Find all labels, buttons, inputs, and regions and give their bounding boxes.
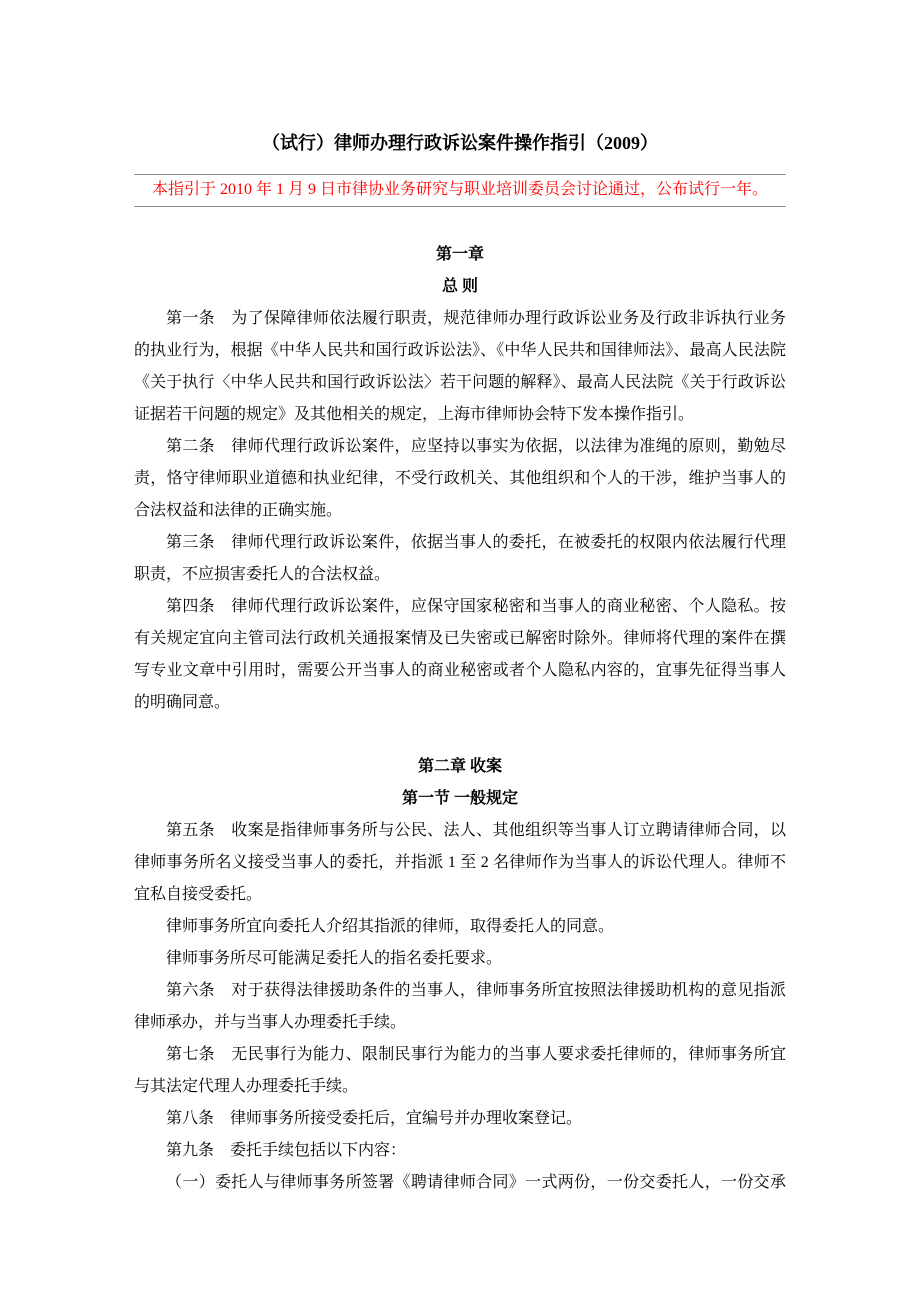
body-paragraph: 第三条 律师代理行政诉讼案件，依据当事人的委托，在被委托的权限内依法履行代理职责，不应损害委托人的合法权益。	[134, 534, 786, 583]
chapter-1-subheading: 总 则	[441, 278, 478, 295]
body-paragraph: 第一条 为了保障律师依法履行职责，规范律师办理行政诉讼业务及行政非诉执行业务的执业行为，根据《中华人民共和国行政诉讼法》、《中华人民共和国律师法》、最高人民法院《关于执行〈中华人民共和国行政诉讼法〉若干问题的解释》、最高人民法院《关于行政诉讼证据若干问题的规定》及其他相关的规定，上海市律师协会特下发本操作指引。	[134, 310, 786, 423]
document-page	[134, 0, 786, 1199]
body-paragraph: 第四条 律师代理行政诉讼案件，应保守国家秘密和当事人的商业秘密、个人隐私。按有关规定宜向主管司法行政机关通报案情及已失密或已解密时除外。律师将代理的案件在撰写专业文章中引用时，需要公开当事人的商业秘密或者个人隐私内容的，宜事先征得当事人的明确同意。	[134, 598, 786, 711]
body-paragraph: 第八条 律师事务所接受委托后，宜编号并办理收案登记。	[166, 1110, 583, 1127]
body-paragraph: 第二条 律师代理行政诉讼案件，应坚持以事实为依据，以法律为准绳的原则，勤勉尽责，恪守律师职业道德和执业纪律，不受行政机关、其他组织和个人的干涉，维护当事人的合法权益和法律的正确实施。	[134, 438, 786, 519]
chapter-1-heading: 第一章	[435, 246, 484, 263]
body-paragraph: （一）委托人与律师事务所签署《聘请律师合同》一式两份，一份交委托人，一份交承	[166, 1174, 786, 1191]
body-paragraph: 第九条 委托手续包括以下内容：	[166, 1142, 407, 1159]
chapter-2-section-1-heading: 第一节 一般规定	[401, 790, 518, 807]
body-paragraph: 第六条 对于获得法律援助条件的当事人，律师事务所宜按照法律援助机构的意见指派律师承办，并与当事人办理委托手续。	[134, 982, 786, 1031]
body-paragraph: 律师事务所尽可能满足委托人的指名委托要求。	[166, 950, 503, 967]
chapter-2-heading: 第二章 收案	[417, 758, 502, 775]
body-paragraph: 第七条 无民事行为能力、限制民事行为能力的当事人要求委托律师的，律师事务所宜与其法定代理人办理委托手续。	[134, 1046, 786, 1095]
trial-notice	[134, 174, 786, 207]
body-paragraph: 第五条 收案是指律师事务所与公民、法人、其他组织等当事人订立聘请律师合同，以律师事务所名义接受当事人的委托，并指派 1 至 2 名律师作为当事人的诉讼代理人。律师不宜私自接受委托。	[134, 822, 786, 903]
document-title: （试行）律师办理行政诉讼案件操作指引（2009）	[262, 133, 658, 153]
trial-notice-text: 本指引于 2010 年 1 月 9 日市律协业务研究与职业培训委员会讨论通过，公布试行一年。	[151, 181, 768, 198]
body-paragraph: 律师事务所宜向委托人介绍其指派的律师，取得委托人的同意。	[166, 918, 615, 935]
